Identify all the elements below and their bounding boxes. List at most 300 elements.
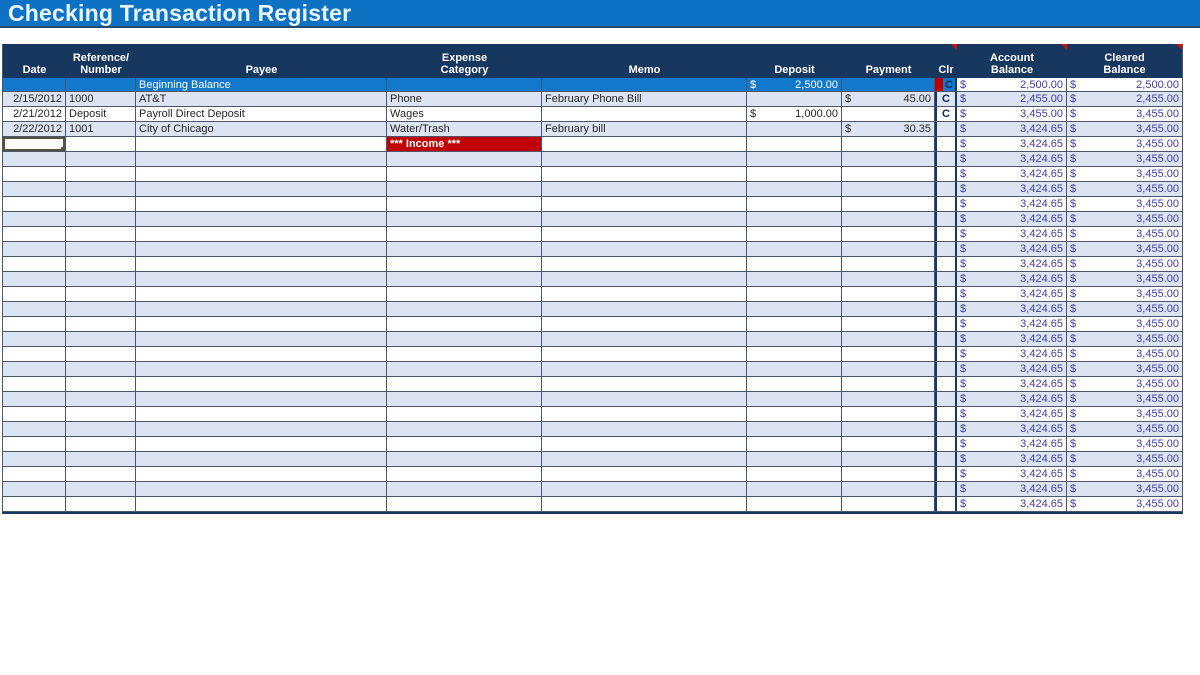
cell-deposit[interactable] [747,467,842,481]
cell-payee[interactable] [136,137,387,151]
cell-date[interactable] [3,317,66,331]
cell-deposit[interactable] [747,302,842,316]
cell-payment[interactable] [842,362,935,376]
cell-expense[interactable] [387,437,542,451]
cell-clr[interactable] [935,182,957,196]
cell-deposit[interactable] [747,182,842,196]
cell-account[interactable] [957,437,1067,451]
cell-date[interactable] [3,362,66,376]
cell-ref[interactable]: 1000 [66,92,136,106]
cell-expense[interactable] [387,182,542,196]
cell-expense[interactable] [387,482,542,496]
cell-account[interactable] [957,272,1067,286]
cell-clr[interactable] [935,272,957,286]
cell-memo[interactable] [542,152,747,166]
cell-account[interactable] [957,197,1067,211]
cell-account[interactable] [957,467,1067,481]
cell-ref[interactable]: Deposit [66,107,136,121]
cell-deposit[interactable] [747,347,842,361]
cell-cleared[interactable] [1067,197,1182,211]
cell-payee[interactable] [136,482,387,496]
cell-expense[interactable]: Water/Trash [387,122,542,136]
cell-cleared[interactable] [1067,92,1182,106]
cell-account[interactable] [957,122,1067,136]
cell-account[interactable] [957,257,1067,271]
cell-clr[interactable] [935,497,957,511]
cell-account[interactable] [957,152,1067,166]
cell-clr[interactable]: C [935,92,957,106]
column-header-deposit[interactable] [747,44,842,78]
cell-payee[interactable] [136,347,387,361]
cell-expense[interactable] [387,197,542,211]
cell-payment[interactable] [842,452,935,466]
cell-date[interactable] [3,257,66,271]
cell-account[interactable] [957,302,1067,316]
cell-account[interactable] [957,137,1067,151]
cell-memo[interactable] [542,272,747,286]
cell-ref[interactable] [66,437,136,451]
cell-memo[interactable] [542,422,747,436]
cell-payee[interactable]: Beginning Balance [136,78,387,91]
fill-handle[interactable] [61,147,65,151]
cell-memo[interactable] [542,452,747,466]
cell-ref[interactable] [66,78,136,91]
cell-deposit[interactable] [747,122,842,136]
cell-date[interactable] [3,227,66,241]
cell-expense[interactable] [387,257,542,271]
cell-payee[interactable]: AT&T [136,92,387,106]
cell-account[interactable] [957,407,1067,421]
cell-payee[interactable] [136,197,387,211]
cell-cleared[interactable] [1067,167,1182,181]
cell-expense[interactable] [387,467,542,481]
cell-payee[interactable] [136,497,387,511]
cell-deposit[interactable] [747,152,842,166]
cell-account[interactable] [957,182,1067,196]
cell-date[interactable] [3,78,66,91]
cell-date[interactable] [3,377,66,391]
cell-date[interactable] [3,407,66,421]
cell-cleared[interactable] [1067,362,1182,376]
cell-date[interactable] [3,467,66,481]
cell-clr[interactable] [935,152,957,166]
cell-cleared[interactable] [1067,497,1182,511]
cell-memo[interactable] [542,107,747,121]
cell-memo[interactable] [542,167,747,181]
cell-ref[interactable] [66,137,136,151]
cell-payee[interactable] [136,152,387,166]
cell-deposit[interactable] [747,227,842,241]
cell-payment[interactable] [842,422,935,436]
cell-deposit[interactable] [747,92,842,106]
cell-cleared[interactable] [1067,242,1182,256]
cell-payment[interactable] [842,332,935,346]
cell-payee[interactable] [136,242,387,256]
cell-expense[interactable] [387,497,542,511]
cell-payee[interactable] [136,362,387,376]
cell-clr[interactable] [935,227,957,241]
cell-ref[interactable] [66,212,136,226]
cell-payment[interactable] [842,287,935,301]
cell-clr[interactable] [935,242,957,256]
cell-date[interactable] [3,497,66,511]
cell-payment[interactable] [842,242,935,256]
cell-expense[interactable] [387,422,542,436]
cell-memo[interactable] [542,257,747,271]
cell-deposit[interactable] [747,257,842,271]
cell-memo[interactable] [542,212,747,226]
cell-date[interactable] [3,437,66,451]
cell-account[interactable] [957,452,1067,466]
cell-ref[interactable] [66,317,136,331]
cell-payment[interactable] [842,272,935,286]
cell-account[interactable] [957,362,1067,376]
cell-date[interactable]: 2/21/2012 [3,107,66,121]
cell-deposit[interactable] [747,482,842,496]
cell-cleared[interactable] [1067,482,1182,496]
cell-account[interactable] [957,287,1067,301]
cell-ref[interactable] [66,482,136,496]
cell-deposit[interactable] [747,197,842,211]
cell-date[interactable] [3,347,66,361]
cell-clr[interactable] [935,482,957,496]
cell-memo[interactable]: February bill [542,122,747,136]
column-header-memo[interactable] [542,44,747,78]
cell-memo[interactable] [542,317,747,331]
cell-payee[interactable] [136,287,387,301]
cell-clr[interactable] [935,407,957,421]
cell-cleared[interactable] [1067,377,1182,391]
cell-cleared[interactable] [1067,182,1182,196]
cell-memo[interactable] [542,137,747,151]
cell-memo[interactable] [542,482,747,496]
cell-cleared[interactable] [1067,317,1182,331]
cell-expense[interactable]: Phone [387,92,542,106]
cell-deposit[interactable] [747,167,842,181]
cell-expense[interactable]: *** Income *** [387,137,542,151]
cell-cleared[interactable] [1067,422,1182,436]
cell-payee[interactable] [136,437,387,451]
cell-cleared[interactable] [1067,407,1182,421]
cell-payee[interactable] [136,317,387,331]
cell-expense[interactable] [387,452,542,466]
cell-account[interactable] [957,377,1067,391]
cell-payment[interactable] [842,302,935,316]
cell-deposit[interactable] [747,272,842,286]
cell-cleared[interactable] [1067,122,1182,136]
cell-date[interactable] [3,422,66,436]
cell-expense[interactable] [387,332,542,346]
cell-memo[interactable] [542,287,747,301]
cell-cleared[interactable] [1067,452,1182,466]
cell-deposit[interactable] [747,212,842,226]
cell-cleared[interactable] [1067,212,1182,226]
cell-deposit[interactable] [747,317,842,331]
cell-date[interactable] [3,392,66,406]
cell-ref[interactable] [66,362,136,376]
cell-account[interactable] [957,422,1067,436]
cell-ref[interactable] [66,347,136,361]
cell-account[interactable] [957,167,1067,181]
cell-ref[interactable] [66,422,136,436]
cell-payee[interactable] [136,212,387,226]
cell-expense[interactable] [387,212,542,226]
cell-clr[interactable] [935,137,957,151]
cell-deposit[interactable] [747,287,842,301]
cell-payee[interactable] [136,407,387,421]
cell-clr[interactable] [935,332,957,346]
cell-deposit[interactable] [747,362,842,376]
cell-date[interactable] [3,452,66,466]
cell-account[interactable] [957,497,1067,511]
cell-payment[interactable] [842,392,935,406]
cell-clr[interactable] [935,377,957,391]
cell-payment[interactable] [842,347,935,361]
cell-payment[interactable] [842,137,935,151]
cell-payment[interactable] [842,497,935,511]
cell-ref[interactable] [66,257,136,271]
cell-expense[interactable] [387,242,542,256]
cell-clr[interactable] [935,467,957,481]
cell-payee[interactable] [136,377,387,391]
cell-ref[interactable] [66,197,136,211]
cell-payee[interactable] [136,167,387,181]
column-header-expense[interactable] [387,44,542,78]
cell-expense[interactable] [387,287,542,301]
cell-account[interactable] [957,227,1067,241]
cell-date[interactable] [3,332,66,346]
cell-deposit[interactable] [747,242,842,256]
cell-payment[interactable] [842,212,935,226]
cell-deposit[interactable] [747,332,842,346]
cell-expense[interactable] [387,362,542,376]
cell-account[interactable] [957,482,1067,496]
cell-payee[interactable] [136,332,387,346]
cell-memo[interactable] [542,467,747,481]
cell-payment[interactable] [842,317,935,331]
cell-ref[interactable] [66,497,136,511]
cell-memo[interactable] [542,437,747,451]
cell-date[interactable]: 2/15/2012 [3,92,66,106]
cell-payment[interactable] [842,197,935,211]
column-header-clr[interactable] [935,44,957,78]
cell-expense[interactable] [387,347,542,361]
cell-payment[interactable] [842,482,935,496]
column-header-ref[interactable] [66,44,136,78]
cell-deposit[interactable] [747,422,842,436]
cell-date[interactable] [3,302,66,316]
cell-memo[interactable] [542,407,747,421]
cell-expense[interactable] [387,317,542,331]
cell-clr[interactable] [935,167,957,181]
cell-deposit[interactable] [747,137,842,151]
cell-payment[interactable] [842,182,935,196]
cell-deposit[interactable] [747,78,842,91]
cell-clr[interactable] [935,122,957,136]
cell-payee[interactable] [136,257,387,271]
cell-payee[interactable]: City of Chicago [136,122,387,136]
cell-cleared[interactable] [1067,137,1182,151]
cell-date[interactable] [3,167,66,181]
cell-ref[interactable] [66,452,136,466]
cell-expense[interactable] [387,392,542,406]
cell-payment[interactable] [842,377,935,391]
cell-deposit[interactable] [747,407,842,421]
cell-memo[interactable]: February Phone Bill [542,92,747,106]
cell-date[interactable] [3,182,66,196]
cell-payee[interactable] [136,272,387,286]
cell-memo[interactable] [542,227,747,241]
cell-ref[interactable]: 1001 [66,122,136,136]
cell-date[interactable] [3,197,66,211]
cell-payee[interactable] [136,422,387,436]
cell-cleared[interactable] [1067,257,1182,271]
cell-cleared[interactable] [1067,152,1182,166]
column-header-payee[interactable] [136,44,387,78]
cell-deposit[interactable] [747,497,842,511]
cell-memo[interactable] [542,347,747,361]
cell-cleared[interactable] [1067,467,1182,481]
cell-payee[interactable] [136,467,387,481]
cell-expense[interactable] [387,227,542,241]
cell-expense[interactable] [387,272,542,286]
cell-expense[interactable]: Wages [387,107,542,121]
column-header-payment[interactable] [842,44,935,78]
cell-account[interactable] [957,212,1067,226]
cell-clr[interactable] [935,347,957,361]
cell-ref[interactable] [66,167,136,181]
cell-clr[interactable] [935,452,957,466]
cell-cleared[interactable] [1067,332,1182,346]
cell-account[interactable] [957,78,1067,91]
cell-clr[interactable] [935,392,957,406]
cell-payment[interactable] [842,92,935,106]
cell-cleared[interactable] [1067,287,1182,301]
cell-payment[interactable] [842,122,935,136]
cell-account[interactable] [957,242,1067,256]
cell-payee[interactable] [136,452,387,466]
cell-cleared[interactable] [1067,302,1182,316]
cell-memo[interactable] [542,377,747,391]
cell-clr[interactable] [935,437,957,451]
cell-clr[interactable] [935,287,957,301]
cell-payment[interactable] [842,407,935,421]
cell-ref[interactable] [66,152,136,166]
cell-cleared[interactable] [1067,272,1182,286]
cell-account[interactable] [957,92,1067,106]
cell-ref[interactable] [66,467,136,481]
cell-payee[interactable] [136,302,387,316]
cell-date[interactable] [3,482,66,496]
cell-expense[interactable] [387,78,542,91]
cell-date[interactable] [3,242,66,256]
cell-ref[interactable] [66,407,136,421]
cell-account[interactable] [957,332,1067,346]
column-header-date[interactable] [3,44,66,78]
cell-clr[interactable]: C [935,78,957,91]
cell-cleared[interactable] [1067,107,1182,121]
cell-payment[interactable] [842,78,935,91]
column-header-account[interactable] [957,44,1067,78]
cell-memo[interactable] [542,242,747,256]
cell-expense[interactable] [387,377,542,391]
cell-clr[interactable] [935,212,957,226]
cell-date[interactable] [3,287,66,301]
cell-deposit[interactable] [747,377,842,391]
cell-payee[interactable] [136,392,387,406]
cell-cleared[interactable] [1067,437,1182,451]
cell-account[interactable] [957,392,1067,406]
cell-ref[interactable] [66,332,136,346]
cell-ref[interactable] [66,377,136,391]
cell-cleared[interactable] [1067,78,1182,91]
cell-account[interactable] [957,107,1067,121]
cell-cleared[interactable] [1067,347,1182,361]
cell-ref[interactable] [66,182,136,196]
cell-payee[interactable]: Payroll Direct Deposit [136,107,387,121]
cell-date[interactable] [3,152,66,166]
active-cell[interactable] [3,137,66,151]
cell-clr[interactable] [935,302,957,316]
cell-clr[interactable] [935,422,957,436]
cell-memo[interactable] [542,302,747,316]
cell-cleared[interactable] [1067,227,1182,241]
cell-payment[interactable] [842,107,935,121]
cell-memo[interactable] [542,392,747,406]
cell-memo[interactable] [542,182,747,196]
cell-clr[interactable] [935,317,957,331]
cell-payment[interactable] [842,437,935,451]
cell-account[interactable] [957,317,1067,331]
cell-ref[interactable] [66,392,136,406]
cell-payment[interactable] [842,257,935,271]
cell-expense[interactable] [387,407,542,421]
cell-memo[interactable] [542,78,747,91]
cell-ref[interactable] [66,287,136,301]
cell-date[interactable] [3,272,66,286]
cell-ref[interactable] [66,302,136,316]
cell-clr[interactable] [935,197,957,211]
cell-memo[interactable] [542,362,747,376]
cell-clr[interactable] [935,362,957,376]
cell-ref[interactable] [66,272,136,286]
cell-deposit[interactable] [747,392,842,406]
cell-ref[interactable] [66,227,136,241]
cell-payee[interactable] [136,227,387,241]
cell-payment[interactable] [842,227,935,241]
cell-deposit[interactable] [747,452,842,466]
cell-memo[interactable] [542,332,747,346]
cell-payment[interactable] [842,167,935,181]
cell-payment[interactable] [842,152,935,166]
cell-cleared[interactable] [1067,392,1182,406]
cell-account[interactable] [957,347,1067,361]
cell-clr[interactable]: C [935,107,957,121]
cell-expense[interactable] [387,167,542,181]
cell-payment[interactable] [842,467,935,481]
cell-date[interactable]: 2/22/2012 [3,122,66,136]
cell-expense[interactable] [387,152,542,166]
cell-memo[interactable] [542,197,747,211]
cell-memo[interactable] [542,497,747,511]
column-header-cleared[interactable] [1067,44,1182,78]
cell-date[interactable] [3,212,66,226]
cell-clr[interactable] [935,257,957,271]
cell-deposit[interactable] [747,437,842,451]
cell-deposit[interactable] [747,107,842,121]
cell-ref[interactable] [66,242,136,256]
cell-payee[interactable] [136,182,387,196]
